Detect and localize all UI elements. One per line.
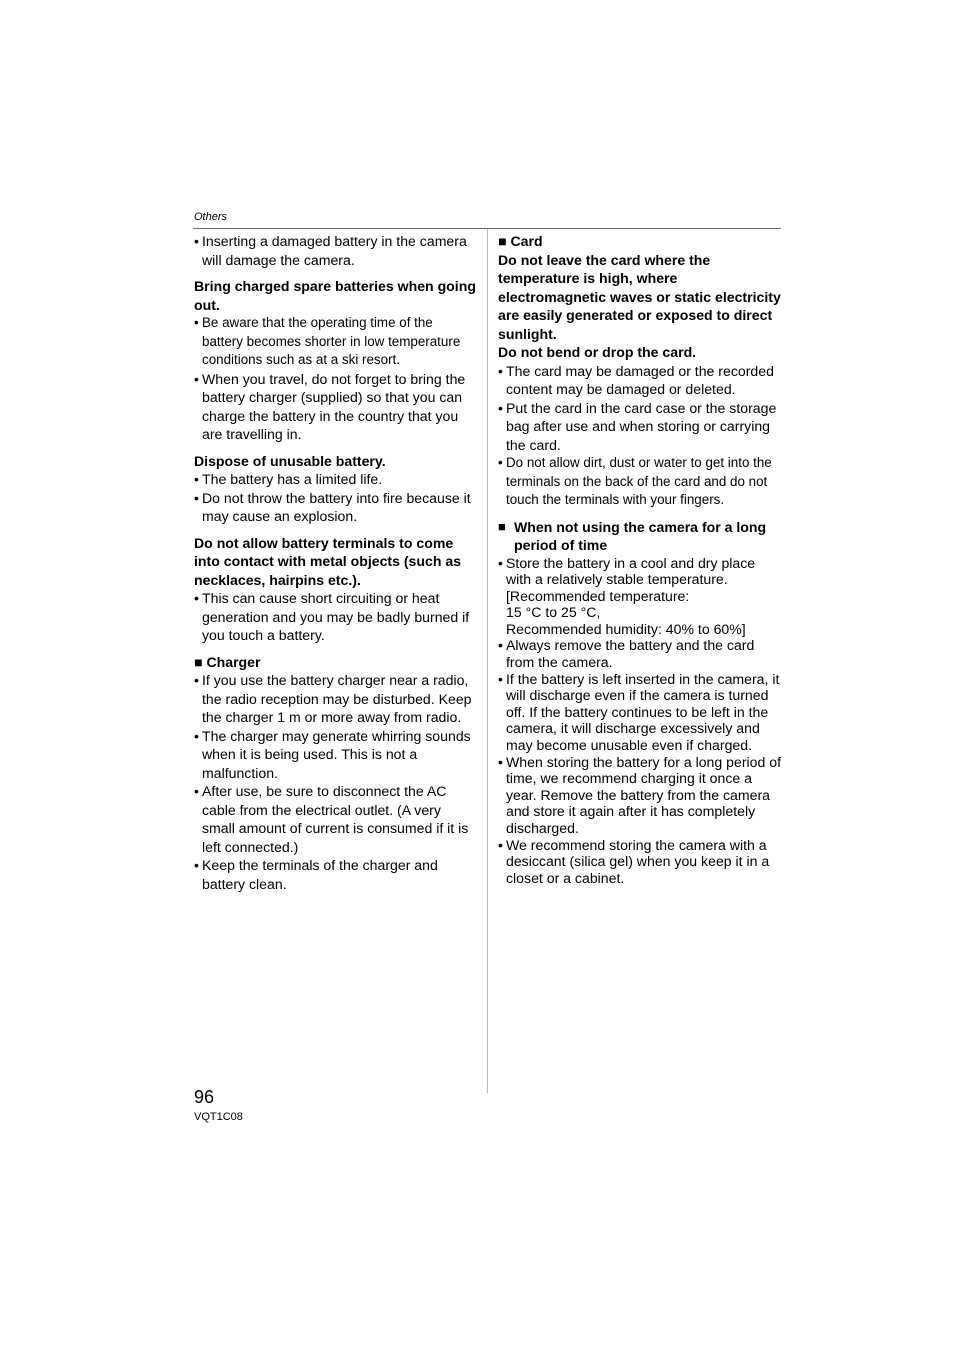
list-item: • If you use the battery charger near a radio, the radio reception may be disturbed. Keep the charger 1 m or more away from radio. bbox=[194, 671, 476, 727]
list-item: • When you travel, do not forget to bring the battery charger (supplied) so that you can charge the battery in the country that you are travelling in. bbox=[194, 370, 476, 444]
page-number: 96 bbox=[194, 1087, 215, 1107]
list-item bbox=[498, 555, 782, 638]
terminals-list bbox=[194, 589, 476, 645]
list-item: • When storing the battery for a long period of time, we recommend charging it once a year. Remove the battery from the camera and store it again after it has completely discharged. bbox=[498, 754, 782, 837]
recommended-temperature-label: [Recommended temperature: bbox=[506, 587, 690, 604]
column-divider bbox=[487, 229, 488, 1093]
section-label: Others bbox=[194, 211, 228, 223]
intro-bullet-list bbox=[194, 232, 476, 269]
list-item: • Be aware that the operating time of the battery becomes shorter in low temperature conditions such as at a ski resort. bbox=[194, 314, 476, 370]
list-item: • This can cause short circuiting or heat generation and you may be badly burned if you touch a battery. bbox=[194, 589, 476, 645]
storage-heading bbox=[498, 518, 782, 555]
list-item: • We recommend storing the camera with a desiccant (silica gel) when you keep it in a closet or a cabinet. bbox=[498, 837, 782, 887]
list-item: • The battery has a limited life. bbox=[194, 470, 476, 489]
storage-list bbox=[498, 555, 782, 887]
charger-list bbox=[194, 671, 476, 893]
storage-heading-text: When not using the camera for a long period of time bbox=[514, 518, 767, 553]
model-code: VQT1C08 bbox=[194, 1111, 243, 1123]
recommended-temperature-range: 15 °C to 25 °C, bbox=[506, 604, 601, 621]
list-item: • If the battery is left inserted in the camera, it will discharge even if the camera is turned off. If the battery continues to be left in the camera, it will discharge excessively and may become unusable even if charged. bbox=[498, 671, 782, 754]
left-column bbox=[194, 232, 476, 893]
list-item: • The card may be damaged or the recorded content may be damaged or deleted. bbox=[498, 362, 782, 399]
spare-batteries-heading: Bring charged spare batteries when going out. bbox=[194, 278, 476, 313]
square-marker-icon: ■ bbox=[194, 653, 203, 670]
spare-batteries-list bbox=[194, 314, 476, 444]
card-list bbox=[498, 362, 782, 510]
list-item: • Do not allow dirt, dust or water to get into the terminals on the back of the card and do not touch the terminals with your fingers. bbox=[498, 454, 782, 510]
list-item: • The charger may generate whirring sounds when it is being used. This is not a malfunction. bbox=[194, 727, 476, 783]
card-heading bbox=[498, 232, 782, 251]
dispose-heading: Dispose of unusable battery. bbox=[194, 452, 386, 469]
square-marker-icon: ■ bbox=[498, 233, 507, 249]
card-heading-text: Card bbox=[510, 233, 543, 249]
terminals-heading: Do not allow battery terminals to come into contact with metal objects (such as necklaces, hairpins etc.). bbox=[194, 534, 462, 588]
storage-text: Store the battery in a cool and dry place with a relatively stable temperature. bbox=[506, 554, 756, 588]
square-marker-icon: ■ bbox=[498, 518, 506, 534]
list-item: • After use, be sure to disconnect the AC cable from the electrical outlet. (A very small amount of current is consumed if it is left connected.) bbox=[194, 782, 476, 856]
list-item: • Always remove the battery and the card from the camera. bbox=[498, 637, 782, 670]
list-item: • Put the card in the card case or the storage bag after use and when storing or carrying the card. bbox=[498, 399, 782, 455]
list-item: • Inserting a damaged battery in the camera will damage the camera. bbox=[194, 232, 476, 269]
card-warning-heat: Do not leave the card where the temperature is high, where electromagnetic waves or static electricity are easily generated or exposed to direct sunlight. bbox=[498, 251, 781, 342]
dispose-list bbox=[194, 470, 476, 526]
charger-heading-text: Charger bbox=[206, 653, 261, 670]
list-item: • Keep the terminals of the charger and battery clean. bbox=[194, 856, 476, 893]
card-warning-bend: Do not bend or drop the card. bbox=[498, 344, 697, 360]
recommended-humidity: Recommended humidity: 40% to 60%] bbox=[506, 620, 746, 637]
right-column bbox=[498, 232, 782, 886]
charger-heading bbox=[194, 653, 476, 672]
list-item: • Do not throw the battery into fire because it may cause an explosion. bbox=[194, 489, 476, 526]
